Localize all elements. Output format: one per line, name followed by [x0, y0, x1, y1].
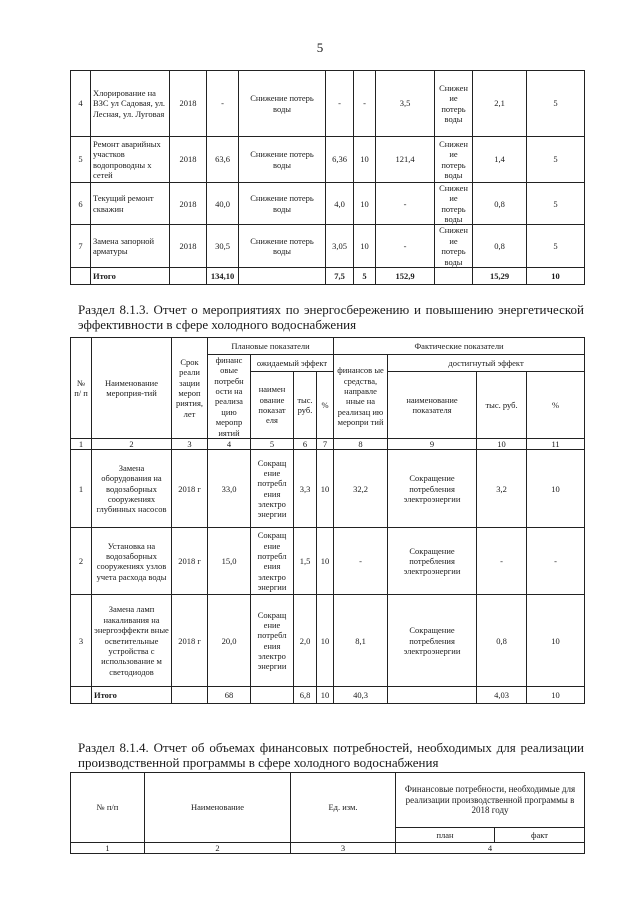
- financing: 30,5: [207, 225, 239, 267]
- header-ach-rub: тыс. руб.: [477, 372, 527, 439]
- total-col7: 5: [354, 267, 376, 284]
- column-number: 2: [145, 843, 291, 854]
- expected-rub: 3,3: [294, 450, 317, 528]
- col10: 0,8: [473, 183, 527, 225]
- year: 2018: [170, 71, 207, 137]
- col8: -: [376, 225, 435, 267]
- measure-name: Ремонт аварийных участков водопроводны х сетей: [91, 137, 170, 183]
- header-actual: Фактические показатели: [334, 338, 585, 355]
- col11: 5: [527, 71, 585, 137]
- achieved-name: Сокращение потребления электроэнергии: [388, 595, 477, 687]
- achieved-rub: 3,2: [477, 450, 527, 528]
- total-col11: 10: [527, 267, 585, 284]
- expected-pct: 10: [317, 528, 334, 595]
- total-financing: 134,10: [207, 267, 239, 284]
- total-ach-rub: 4,03: [477, 687, 527, 704]
- col11: 5: [527, 137, 585, 183]
- header-unit: Ед. изм.: [291, 773, 396, 843]
- col10: 1,4: [473, 137, 527, 183]
- effect-name: Снижение потерь воды: [239, 183, 326, 225]
- achieved-name: Сокращение потребления электроэнергии: [388, 528, 477, 595]
- row-number: 4: [71, 71, 91, 137]
- achieved-pct: 10: [527, 595, 585, 687]
- column-number: 8: [334, 438, 388, 449]
- total-col10: 15,29: [473, 267, 527, 284]
- column-number: 4: [396, 843, 585, 854]
- header-plan: план: [396, 828, 495, 843]
- table-total-row: [71, 687, 585, 704]
- column-number: 4: [208, 438, 251, 449]
- financing: 15,0: [208, 528, 251, 595]
- total-label: Итого: [92, 687, 172, 704]
- funds-spent: 8,1: [334, 595, 388, 687]
- column-number: 3: [291, 843, 396, 854]
- expected-effect: Сокращ ение потребл ения электро энергии: [251, 450, 294, 528]
- column-number: 6: [294, 438, 317, 449]
- achieved-rub: -: [477, 528, 527, 595]
- year: 2018: [170, 225, 207, 267]
- term: 2018 г: [172, 450, 208, 528]
- expected-pct: 10: [317, 450, 334, 528]
- header-expected: ожидаемый эффект: [251, 355, 334, 372]
- financing: 20,0: [208, 595, 251, 687]
- header-exp-name: наимен ование показат еля: [251, 372, 294, 439]
- col6: 6,36: [326, 137, 354, 183]
- total-spent: 40,3: [334, 687, 388, 704]
- measure-name: Замена ламп накаливания на энергоэффекти вные осветительные устройства с использование м светодиодов: [92, 595, 172, 687]
- expected-pct: 10: [317, 595, 334, 687]
- total-ach-pct: 10: [527, 687, 585, 704]
- column-numbers-row: [71, 843, 585, 854]
- energy-saving-report-table: [70, 337, 585, 704]
- measure-name: Замена запорной арматуры: [91, 225, 170, 267]
- total-col8: 152,9: [376, 267, 435, 284]
- header-fact: факт: [495, 828, 585, 843]
- term: 2018 г: [172, 595, 208, 687]
- column-number: 1: [71, 438, 92, 449]
- row-number: 2: [71, 528, 92, 595]
- col11: 5: [527, 225, 585, 267]
- effect-name: Снижение потерь воды: [239, 137, 326, 183]
- table-row: [71, 528, 585, 595]
- header-fin-spent: финансов ые средства, направле нные на реализац ию меропри тий: [334, 355, 388, 439]
- achieved-name: Сокращение потребления электроэнергии: [388, 450, 477, 528]
- page-number: 5: [316, 40, 324, 55]
- water-loss-measures-table: [70, 70, 585, 285]
- row-number: 3: [71, 595, 92, 687]
- column-number: 3: [172, 438, 208, 449]
- financing: 40,0: [207, 183, 239, 225]
- achieved-pct: -: [527, 528, 585, 595]
- col6: 3,05: [326, 225, 354, 267]
- col8: 3,5: [376, 71, 435, 137]
- row-number: 6: [71, 183, 91, 225]
- col6: 4,0: [326, 183, 354, 225]
- column-number: 10: [477, 438, 527, 449]
- col11: 5: [527, 183, 585, 225]
- col7: -: [354, 71, 376, 137]
- column-number: 11: [527, 438, 585, 449]
- table-row: [71, 183, 585, 225]
- year: 2018: [170, 137, 207, 183]
- header-num: № п/п: [71, 773, 145, 843]
- expected-rub: 1,5: [294, 528, 317, 595]
- column-number: 9: [388, 438, 477, 449]
- column-number: 5: [251, 438, 294, 449]
- col9: Снижен ие потерь воды: [435, 137, 473, 183]
- section-8-1-3-heading: Раздел 8.1.3. Отчет о мероприятиях по энергосбережению и повышению энергетической эффективности в сфере холодного водоснабжения: [78, 302, 584, 332]
- row-number: 5: [71, 137, 91, 183]
- table-total-row: [71, 267, 585, 284]
- financing: 33,0: [208, 450, 251, 528]
- row-number: 7: [71, 225, 91, 267]
- measure-name: Установка на водозаборных сооружениях узлов учета расхода воды: [92, 528, 172, 595]
- header-exp-rub: тыс. руб.: [294, 372, 317, 439]
- financing: -: [207, 71, 239, 137]
- year: 2018: [170, 183, 207, 225]
- header-fin-need: Финансовые потребности, необходимые для реализации производственной программы в 2018 году: [396, 773, 585, 828]
- col9: Снижен ие потерь воды: [435, 71, 473, 137]
- header-exp-pct: %: [317, 372, 334, 439]
- col7: 10: [354, 225, 376, 267]
- expected-effect: Сокращ ение потребл ения электро энергии: [251, 595, 294, 687]
- financing: 63,6: [207, 137, 239, 183]
- table-row: [71, 225, 585, 267]
- total-rub: 6,8: [294, 687, 317, 704]
- col9: Снижен ие потерь воды: [435, 225, 473, 267]
- header-fin-need: финанс овые потребн ости на реализа цию меропр иятий: [208, 355, 251, 439]
- financial-needs-table: [70, 772, 585, 854]
- header-ach-pct: %: [527, 372, 585, 439]
- table-row: [71, 137, 585, 183]
- expected-effect: Сокращ ение потребл ения электро энергии: [251, 528, 294, 595]
- header-name: Наименование: [145, 773, 291, 843]
- col7: 10: [354, 137, 376, 183]
- col8: -: [376, 183, 435, 225]
- section-8-1-4-heading: Раздел 8.1.4. Отчет об объемах финансовых потребностей, необходимых для реализации производственной программы в сфере холодного водоснабжения: [78, 740, 584, 770]
- column-number: 7: [317, 438, 334, 449]
- funds-spent: 32,2: [334, 450, 388, 528]
- measure-name: Замена оборудования на водозаборных сооружениях глубинных насосов: [92, 450, 172, 528]
- table-row: [71, 595, 585, 687]
- header-achieved: достигнутый эффект: [388, 355, 585, 372]
- column-number: 2: [92, 438, 172, 449]
- measure-name: Текущий ремонт скважин: [91, 183, 170, 225]
- col10: 2,1: [473, 71, 527, 137]
- total-financing: 68: [208, 687, 251, 704]
- achieved-rub: 0,8: [477, 595, 527, 687]
- column-number: 1: [71, 843, 145, 854]
- col8: 121,4: [376, 137, 435, 183]
- achieved-pct: 10: [527, 450, 585, 528]
- funds-spent: -: [334, 528, 388, 595]
- col7: 10: [354, 183, 376, 225]
- effect-name: Снижение потерь воды: [239, 225, 326, 267]
- col10: 0,8: [473, 225, 527, 267]
- table-row: [71, 450, 585, 528]
- total-label: Итого: [91, 267, 170, 284]
- row-number: 1: [71, 450, 92, 528]
- total-pct: 10: [317, 687, 334, 704]
- effect-name: Снижение потерь воды: [239, 71, 326, 137]
- table-row: [71, 71, 585, 137]
- expected-rub: 2,0: [294, 595, 317, 687]
- header-num: № п/ п: [71, 338, 92, 439]
- header-ach-name: наименование показателя: [388, 372, 477, 439]
- total-col6: 7,5: [326, 267, 354, 284]
- header-planned: Плановые показатели: [208, 338, 334, 355]
- column-numbers-row: [71, 438, 585, 449]
- header-term: Срок реали зации мероп риятия, лет: [172, 338, 208, 439]
- measure-name: Хлорирование на ВЗС ул Садовая, ул. Лесная, ул. Луговая: [91, 71, 170, 137]
- col6: -: [326, 71, 354, 137]
- col9: Снижен ие потерь воды: [435, 183, 473, 225]
- term: 2018 г: [172, 528, 208, 595]
- header-name: Наименование мероприя-тий: [92, 338, 172, 439]
